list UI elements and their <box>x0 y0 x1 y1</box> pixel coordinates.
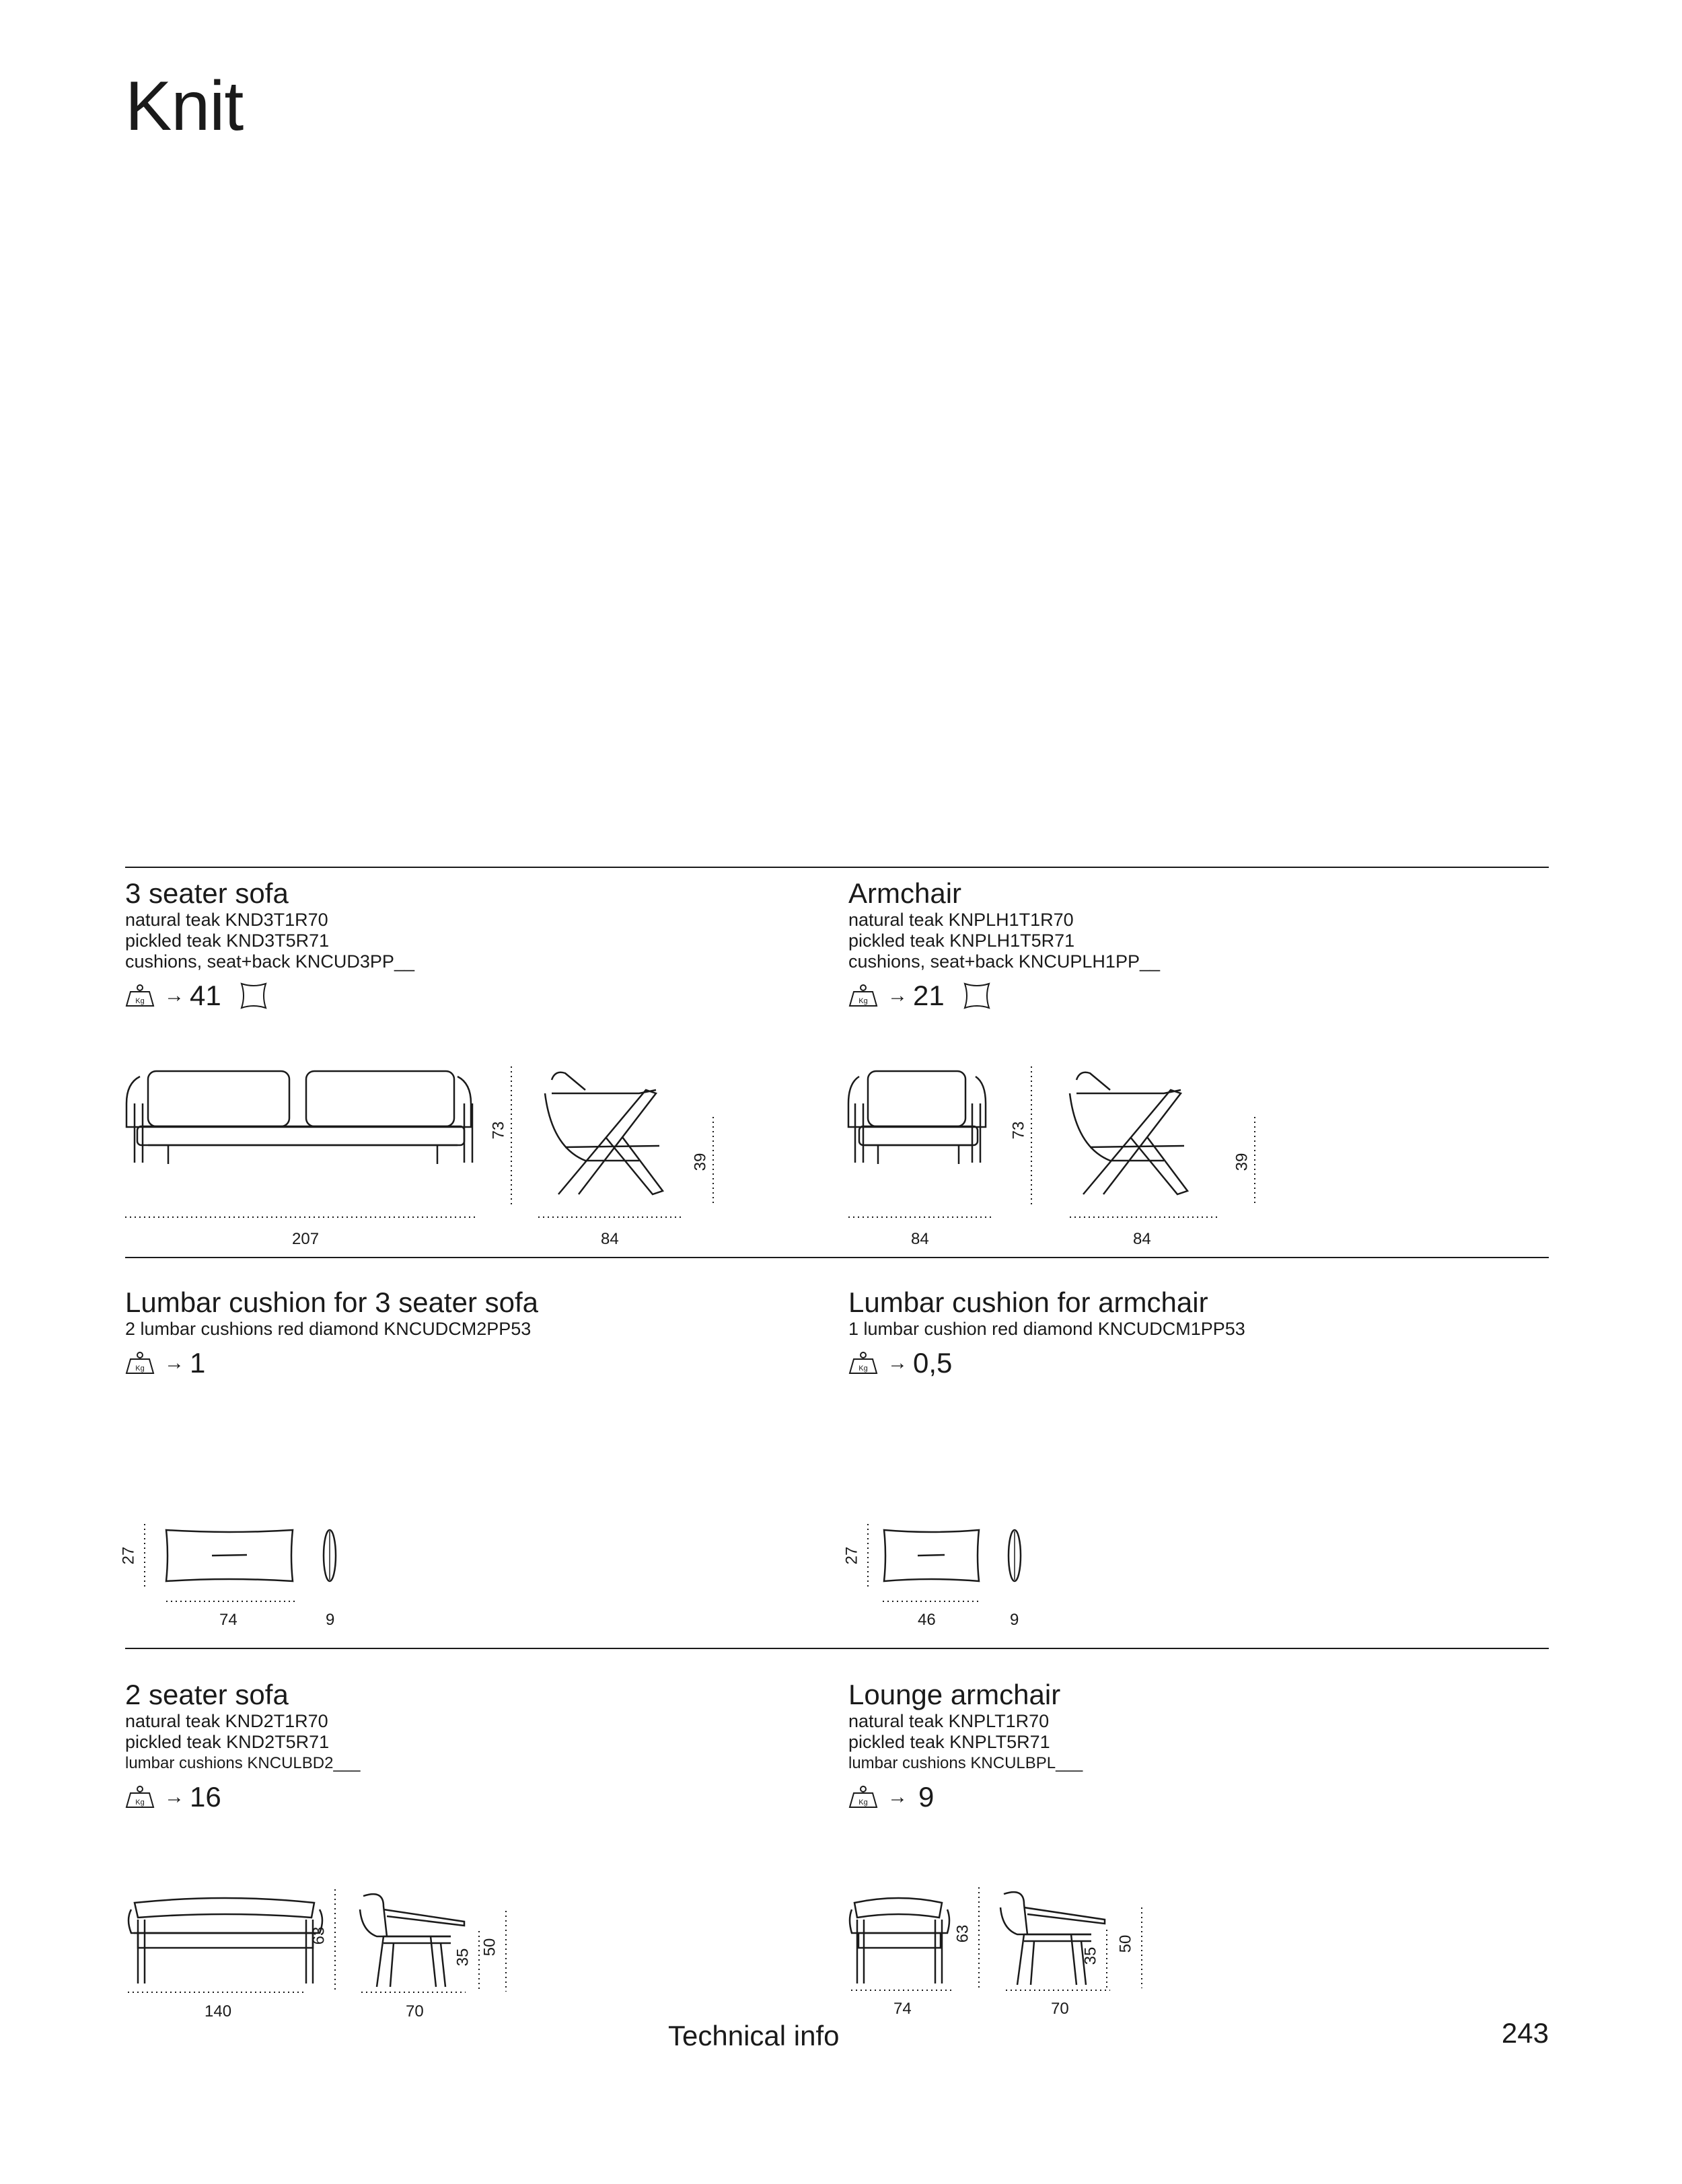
arrow: → <box>164 984 184 1007</box>
dim-seat-height: 39 <box>691 1153 710 1171</box>
product-lounge-armchair <box>848 1679 1083 1815</box>
weight-kg-icon <box>125 1352 155 1375</box>
dim-width: 74 <box>893 2000 912 2018</box>
sofa3-depth-dim-line <box>538 1214 683 1221</box>
sofa-2-seater-front-drawing <box>124 1889 326 1997</box>
dim-height: 73 <box>489 1121 508 1140</box>
lounge-height-dim-line <box>969 1887 989 1988</box>
sofa3-seat-dim-line <box>706 1117 733 1204</box>
arrow: → <box>164 1352 184 1374</box>
product-code: cushions, seat+back KNCUPLH1PP__ <box>848 951 1160 972</box>
product-code: pickled teak KND2T5R71 <box>125 1732 330 1752</box>
sofa3-width-dim-line <box>125 1214 478 1221</box>
weight-row <box>848 1345 1245 1381</box>
weight-value: 41 <box>190 980 221 1011</box>
weight-value: 16 <box>190 1781 221 1813</box>
page-title: Knit <box>125 67 244 145</box>
weight-kg-icon <box>848 1352 878 1375</box>
weight-value: 9 <box>918 1781 935 1813</box>
section-divider <box>125 867 1549 868</box>
armchair-side-drawing <box>1063 1066 1224 1204</box>
cushion-icon <box>239 981 268 1011</box>
dim-back-height: 50 <box>480 1938 499 1957</box>
weight-value: 1 <box>190 1347 206 1379</box>
product-2-seater-sofa <box>125 1679 361 1815</box>
kg-label: Kg <box>858 1798 868 1807</box>
dim-width: 207 <box>292 1230 320 1248</box>
dim-depth: 70 <box>1051 2000 1069 2018</box>
armchair-depth-dim-line <box>1070 1214 1218 1221</box>
lounge-total-dim-line <box>1132 1907 1152 1988</box>
armchair-height-dim-line <box>1025 1066 1052 1204</box>
lounge-depth-dim-line <box>1006 1987 1110 1994</box>
weight-row <box>848 1779 1083 1815</box>
product-name: Lumbar cushion for 3 seater sofa <box>125 1286 539 1318</box>
dim-back-height: 50 <box>1116 1934 1135 1953</box>
weight-kg-icon <box>125 1786 155 1809</box>
kg-label: Kg <box>135 1364 145 1373</box>
product-name: Lounge armchair <box>848 1679 1061 1710</box>
dim-width: 140 <box>205 2002 232 2021</box>
lumbar-cushion-armchair-side-drawing <box>1004 1527 1025 1588</box>
product-code: lumbar cushions KNCULBD2___ <box>125 1754 361 1772</box>
sofa-3-seater-front-drawing <box>121 1063 484 1225</box>
footer-section-label: Technical info <box>668 2020 840 2051</box>
cushion-icon <box>962 981 992 1011</box>
sofa2-height-dim-line <box>325 1889 345 1990</box>
dim-width: 46 <box>918 1611 936 1629</box>
arrow: → <box>887 1352 908 1374</box>
weight-row <box>125 1779 361 1815</box>
dim-depth: 9 <box>326 1611 335 1629</box>
product-armchair <box>848 877 1160 1014</box>
lounge-seat-dim-line <box>1097 1930 1117 1990</box>
weight-row <box>848 978 1160 1014</box>
product-name: 2 seater sofa <box>125 1679 289 1710</box>
dim-seat-height: 39 <box>1233 1153 1251 1171</box>
section-divider <box>125 1257 1549 1258</box>
lounge-armchair-front-drawing <box>846 1889 954 1994</box>
weight-row <box>125 1345 538 1381</box>
product-code: natural teak KND2T1R70 <box>125 1711 328 1731</box>
dim-depth: 84 <box>601 1230 619 1248</box>
dim-height: 27 <box>842 1546 861 1565</box>
product-code: natural teak KNPLH1T1R70 <box>848 910 1074 930</box>
lumbar3-height-dim-line <box>135 1524 155 1588</box>
kg-label: Kg <box>858 997 868 1005</box>
lounge-armchair-side-drawing <box>997 1887 1111 1995</box>
product-name: Lumbar cushion for armchair <box>848 1286 1208 1318</box>
weight-row <box>125 978 414 1014</box>
kg-label: Kg <box>135 1798 145 1807</box>
weight-kg-icon <box>848 984 878 1007</box>
product-code: pickled teak KNPLH1T5R71 <box>848 931 1075 951</box>
product-lumbar-cushion-armchair <box>848 1286 1245 1381</box>
sofa2-width-dim-line <box>128 1989 306 1996</box>
page-number: 243 <box>1501 2017 1549 2049</box>
armchair-front-drawing <box>844 1063 999 1198</box>
dim-height: 27 <box>119 1546 138 1565</box>
kg-label: Kg <box>858 1364 868 1373</box>
product-3-seater-sofa <box>125 877 414 1014</box>
product-code: pickled teak KND3T5R71 <box>125 931 330 951</box>
sofa-3-seater-side-drawing <box>538 1066 720 1204</box>
sofa-2-seater-side-drawing <box>357 1889 471 1997</box>
dim-depth: 9 <box>1010 1611 1019 1629</box>
product-code: cushions, seat+back KNCUD3PP__ <box>125 951 414 972</box>
weight-value: 21 <box>913 980 945 1011</box>
lumbar3-width-dim-line <box>166 1598 297 1605</box>
dim-depth: 70 <box>406 2002 424 2021</box>
product-code: 2 lumbar cushions red diamond KNCUDCM2PP53 <box>125 1319 532 1339</box>
product-name: 3 seater sofa <box>125 877 289 909</box>
section-divider <box>125 1648 1549 1649</box>
sofa2-depth-dim-line <box>361 1989 466 1996</box>
dim-seat-height: 35 <box>453 1948 472 1967</box>
product-code: natural teak KNPLT1R70 <box>848 1711 1050 1731</box>
lumbar-cushion-side-drawing <box>320 1527 340 1588</box>
weight-kg-icon <box>848 1786 878 1809</box>
armchair-seat-dim-line <box>1248 1117 1275 1204</box>
kg-label: Kg <box>135 997 145 1005</box>
lumbar-cushion-front-drawing <box>165 1527 340 1588</box>
weight-value: 0,5 <box>913 1347 953 1379</box>
product-code: 1 lumbar cushion red diamond KNCUDCM1PP53 <box>848 1319 1245 1339</box>
lumbararm-height-dim-line <box>858 1524 878 1588</box>
product-code: lumbar cushions KNCULBPL___ <box>848 1754 1083 1772</box>
sofa3-height-dim-line <box>505 1066 532 1204</box>
dim-height: 73 <box>1009 1121 1028 1140</box>
sofa2-total-dim-line <box>496 1911 516 1992</box>
dim-width: 74 <box>219 1611 237 1629</box>
dim-height: 63 <box>953 1924 972 1943</box>
dim-seat-height: 35 <box>1081 1946 1100 1965</box>
arrow: → <box>887 984 908 1007</box>
product-name: Armchair <box>848 877 962 909</box>
lounge-width-dim-line <box>851 1987 952 1994</box>
weight-kg-icon <box>125 984 155 1007</box>
arrow: → <box>887 1786 908 1808</box>
product-code: pickled teak KNPLT5R71 <box>848 1732 1050 1752</box>
product-lumbar-cushion-3-seater <box>125 1286 538 1381</box>
dim-width: 84 <box>911 1230 929 1248</box>
product-code: natural teak KND3T1R70 <box>125 910 328 930</box>
lumbararm-width-dim-line <box>883 1598 980 1605</box>
arrow: → <box>164 1786 184 1808</box>
armchair-width-dim-line <box>848 1214 993 1221</box>
lumbar-cushion-armchair-front-drawing <box>883 1527 984 1588</box>
dim-height: 63 <box>309 1926 328 1945</box>
dim-depth: 84 <box>1133 1230 1151 1248</box>
